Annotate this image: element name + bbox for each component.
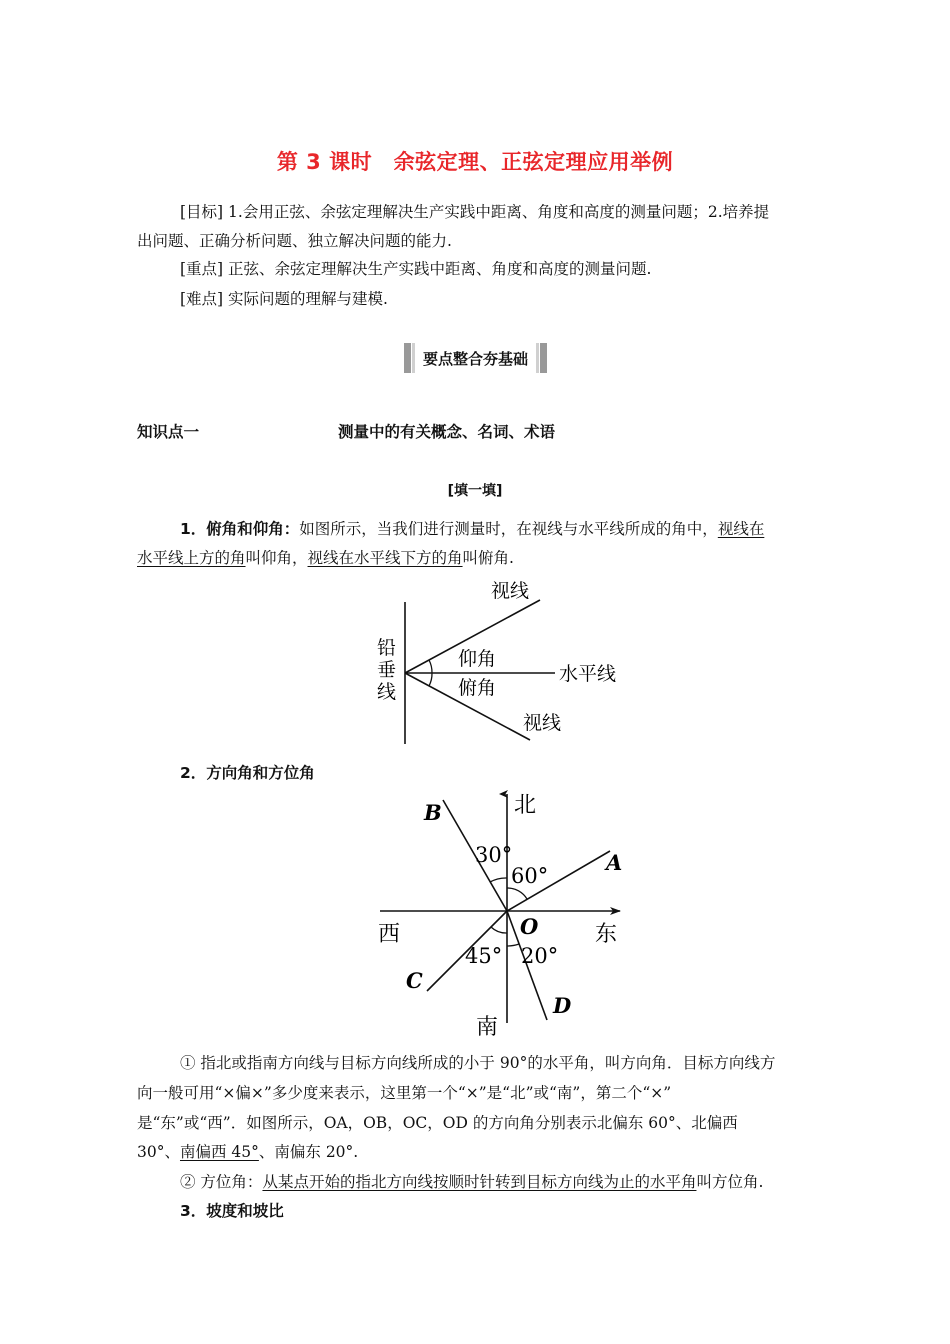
banner-bar-right-inner (536, 343, 539, 373)
knowledge-label: 知识点一 (137, 423, 200, 441)
depression-arc (429, 673, 432, 686)
point-A-label: A (606, 850, 623, 875)
item1-text-c: 叫俯角. (462, 549, 514, 567)
goal-text: 1.会用正弦、余弦定理解决生产实践中距离、角度和高度的测量问题；2.培养提 (223, 203, 770, 221)
para1-line2: 向一般可用“×偏×”多少度来表示，这里第一个“×”是“北”或“南”，第二个“×” (137, 1084, 672, 1102)
plumb-label-1: 铅 (377, 637, 397, 659)
elevation-arc (429, 660, 432, 673)
para1-line3: 是“东”或“西”．如图所示，OA，OB，OC，OD 的方向角分别表示北偏东 60°、北偏西 (137, 1114, 738, 1132)
plumb-label-3: 线 (377, 681, 397, 703)
origin-label: O (520, 914, 539, 939)
para1-line1: ① 指北或指南方向线与目标方向线所成的小于 90°的水平角，叫方向角．目标方向线方 (180, 1054, 776, 1072)
para2-underline: 从某点开始的指北方向线按顺时针转到目标方向线为止的水平角 (262, 1173, 697, 1191)
page-title: 第 3 课时 余弦定理、正弦定理应用举例 (276, 150, 674, 174)
section-banner (404, 343, 547, 373)
banner-text: 要点整合夯基础 (423, 349, 529, 368)
fill-label: [填一填] (447, 483, 503, 499)
arc-30 (490, 878, 507, 882)
upper-sight-label: 视线 (491, 580, 530, 602)
difficult-label: [难点] (180, 290, 224, 308)
arc-60 (507, 888, 527, 899)
east-label: 东 (595, 922, 618, 947)
goal-line-1 (180, 199, 769, 225)
banner-bar-right (540, 343, 547, 373)
para2-suffix: 叫方位角. (696, 1173, 764, 1191)
para1-line4-b: 、南偏东 20°. (258, 1143, 359, 1161)
north-label: 北 (514, 793, 537, 818)
para1-line4 (137, 1139, 358, 1165)
west-label: 西 (378, 922, 401, 947)
para1-line4-underline: 南偏西 45° (179, 1143, 259, 1161)
point-C-label: C (406, 968, 423, 993)
item1-line2 (137, 545, 514, 571)
key-label: [重点] (180, 260, 224, 278)
angle-30-label: 30° (475, 843, 513, 867)
para2 (180, 1169, 763, 1195)
item1-underline-a: 视线在 (717, 520, 765, 538)
south-label: 南 (476, 1015, 499, 1040)
item1-text-a: 如图所示，当我们进行测量时，在视线与水平线所成的角中， (299, 520, 718, 538)
item1-underline-c: 视线在水平线下方的角 (307, 549, 463, 567)
direction-angle-figure (370, 788, 640, 1040)
item3-label: 3．坡度和坡比 (180, 1202, 284, 1220)
elevation-label: 仰角 (458, 648, 497, 670)
horizontal-label: 水平线 (559, 663, 617, 685)
item1-text-b: 叫仰角， (245, 549, 308, 567)
angle-60-label: 60° (511, 864, 549, 888)
arc-20 (507, 944, 519, 946)
lower-sight-label: 视线 (523, 712, 562, 734)
key-text: 正弦、余弦定理解决生产实践中距离、角度和高度的测量问题. (223, 260, 652, 278)
angle-45-label: 45° (465, 944, 503, 968)
goal-label: [目标] (180, 203, 224, 221)
para2-prefix: ② 方位角： (180, 1173, 263, 1191)
item1-line1 (180, 516, 764, 542)
angle-20-label: 20° (521, 944, 559, 968)
difficult-point (180, 286, 388, 312)
knowledge-heading: 测量中的有关概念、名词、术语 (338, 423, 556, 441)
point-D-label: D (553, 993, 572, 1018)
banner-bar-left (404, 343, 411, 373)
item1-label: 1．俯角和仰角： (180, 520, 300, 538)
item1-underline-b: 水平线上方的角 (137, 549, 246, 567)
item2-label: 2．方向角和方位角 (180, 764, 315, 782)
elevation-depression-figure (360, 572, 660, 752)
key-point (180, 256, 651, 282)
para1-line4-a: 30°、 (137, 1143, 180, 1161)
difficult-text: 实际问题的理解与建模. (223, 290, 388, 308)
depression-label: 俯角 (458, 677, 497, 699)
arc-45 (491, 927, 507, 933)
plumb-label-2: 垂 (377, 659, 397, 681)
goal-line-2: 出问题、正确分析问题、独立解决问题的能力. (137, 232, 452, 250)
point-B-label: B (424, 800, 442, 825)
